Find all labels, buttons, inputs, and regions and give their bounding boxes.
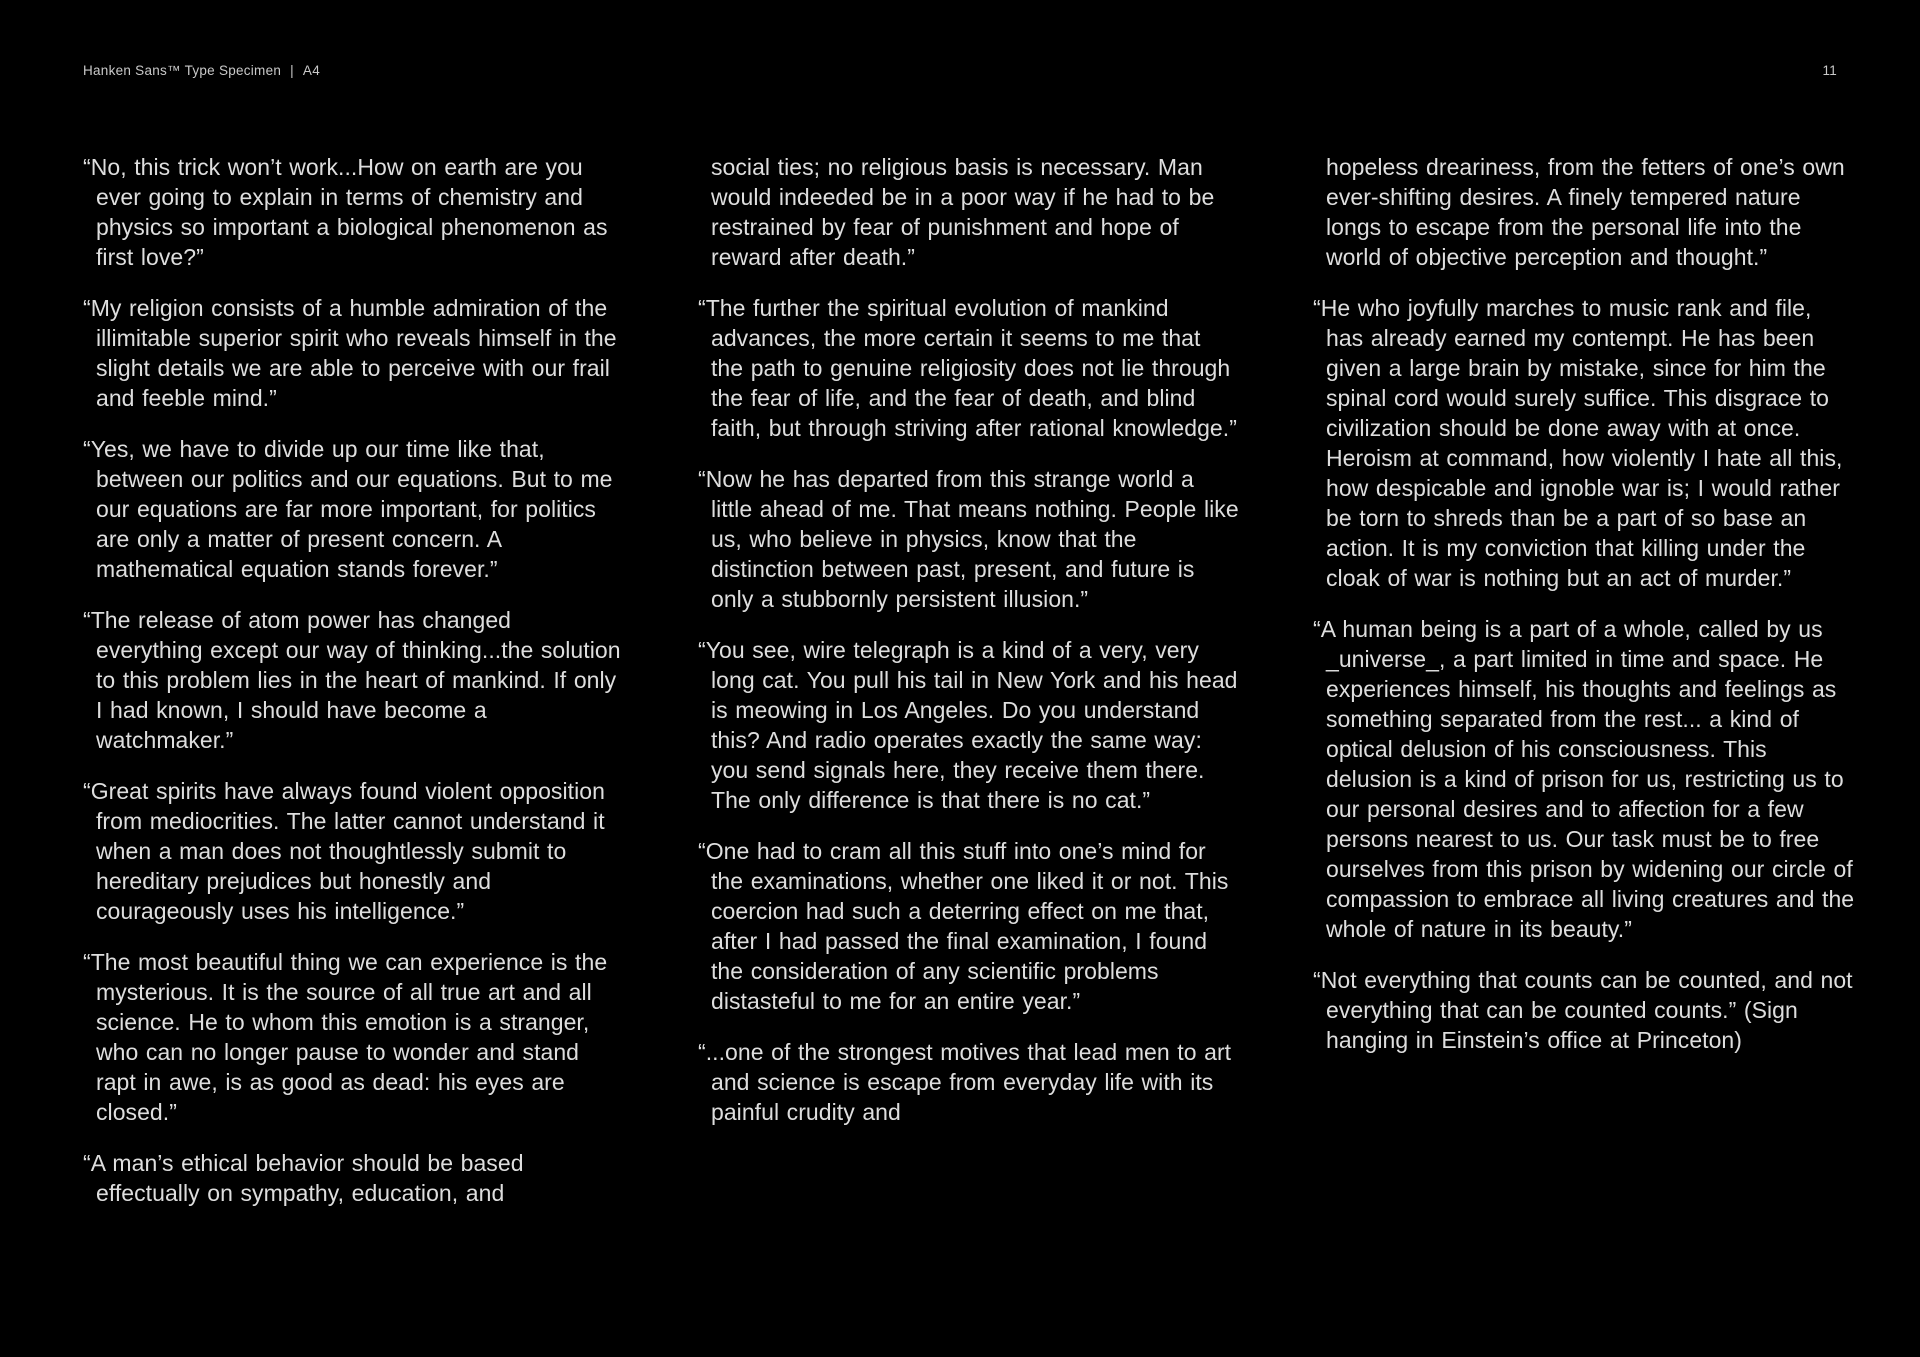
quote-paragraph: “He who joyfully marches to music rank and file, has already earned my contempt. He has been given a large brain by mistake, since for him the spinal cord would surely suffice. This disgrace to civilization should be done away with at once. Heroism at command, how violently I hate all this, how despicable and ignoble war is; I would rather be torn to shreds than be a part of so base an action. It is my conviction that killing under the cloak of war is nothing but an act of murder.” xyxy=(1313,295,1843,591)
quote-paragraph: “The further the spiritual evolution of mankind advances, the more certain it seems to me that the path to genuine religiosity does not lie through the fear of life, and the fear of death, and blind faith, but through striving after rational knowledge.” xyxy=(698,295,1237,441)
quotes-column-1 xyxy=(83,152,625,1229)
page-number: 11 xyxy=(1822,63,1837,78)
quotes-column-3 xyxy=(1313,152,1855,1229)
quote-paragraph: “My religion consists of a humble admiration of the illimitable superior spirit who reveals himself in the slight details we are able to perceive with our frail and feeble mind.” xyxy=(83,295,617,411)
quotes-column-2 xyxy=(698,152,1240,1229)
quote-paragraph: hopeless dreariness, from the fetters of one’s own ever-shifting desires. A finely tempered nature longs to escape from the personal life into the world of objective perception and thought.” xyxy=(1326,154,1845,270)
quote-paragraph: social ties; no religious basis is necessary. Man would indeeded be in a poor way if he had to be restrained by fear of punishment and hope of reward after death.” xyxy=(711,154,1215,270)
quote-paragraph: “Not everything that counts can be counted, and not everything that can be counted counts.” (Sign hanging in Einstein’s office at Princeton) xyxy=(1313,967,1853,1053)
quote-paragraph: “A man’s ethical behavior should be based effectually on sympathy, education, and xyxy=(83,1150,524,1206)
page-format-label: A4 xyxy=(302,63,320,78)
page-header xyxy=(83,62,1837,79)
quotes-columns xyxy=(83,152,1855,1229)
quote-paragraph: “A human being is a part of a whole, called by us _universe_, a part limited in time and space. He experiences himself, his thoughts and feelings as something separated from the rest... a kind of optical delusion of his consciousness. This delusion is a kind of prison for us, restricting us to our personal desires and to affection for a few persons nearest to us. Our task must be to free ourselves from this prison by widening our circle of compassion to embrace all living creatures and the whole of nature in its beauty.” xyxy=(1313,616,1855,942)
quote-paragraph: “You see, wire telegraph is a kind of a very, very long cat. You pull his tail in New York and his head is meowing in Los Angeles. Do you understand this? And radio operates exactly the same way: you send signals here, they receive them there. The only difference is that there is no cat.” xyxy=(698,637,1238,813)
quote-paragraph: “The release of atom power has changed everything except our way of thinking...the solution to this problem lies in the heart of mankind. If only I had known, I should have become a watchmaker.” xyxy=(83,607,621,753)
specimen-title-group xyxy=(83,62,320,79)
quote-paragraph: “Great spirits have always found violent opposition from mediocrities. The latter cannot understand it when a man does not thoughtlessly submit to hereditary prejudices but honestly and courageously uses his intelligence.” xyxy=(83,778,605,924)
quote-paragraph: “Yes, we have to divide up our time like that, between our politics and our equations. But to me our equations are far more important, for politics are only a matter of present concern. A mathematical equation stands forever.” xyxy=(83,436,613,582)
quote-paragraph: “One had to cram all this stuff into one’s mind for the examinations, whether one liked it or not. This coercion had such a deterring effect on me that, after I had passed the final examination, I found the consideration of any scientific problems distasteful to me for an entire year.” xyxy=(698,838,1229,1014)
quote-paragraph: “No, this trick won’t work...How on earth are you ever going to explain in terms of chemistry and physics so important a biological phenomenon as first love?” xyxy=(83,154,608,270)
specimen-title: Hanken Sans™ Type Specimen xyxy=(83,63,282,78)
quote-paragraph: “...one of the strongest motives that lead men to art and science is escape from everyday life with its painful crudity and xyxy=(698,1039,1232,1125)
quote-paragraph: “Now he has departed from this strange world a little ahead of me. That means nothing. People like us, who believe in physics, know that the distinction between past, present, and future is only a stubbornly persistent illusion.” xyxy=(698,466,1239,612)
header-separator: | xyxy=(290,63,294,78)
quote-paragraph: “The most beautiful thing we can experience is the mysterious. It is the source of all true art and all science. He to whom this emotion is a stranger, who can no longer pause to wonder and stand rapt in awe, is as good as dead: his eyes are closed.” xyxy=(83,949,608,1125)
